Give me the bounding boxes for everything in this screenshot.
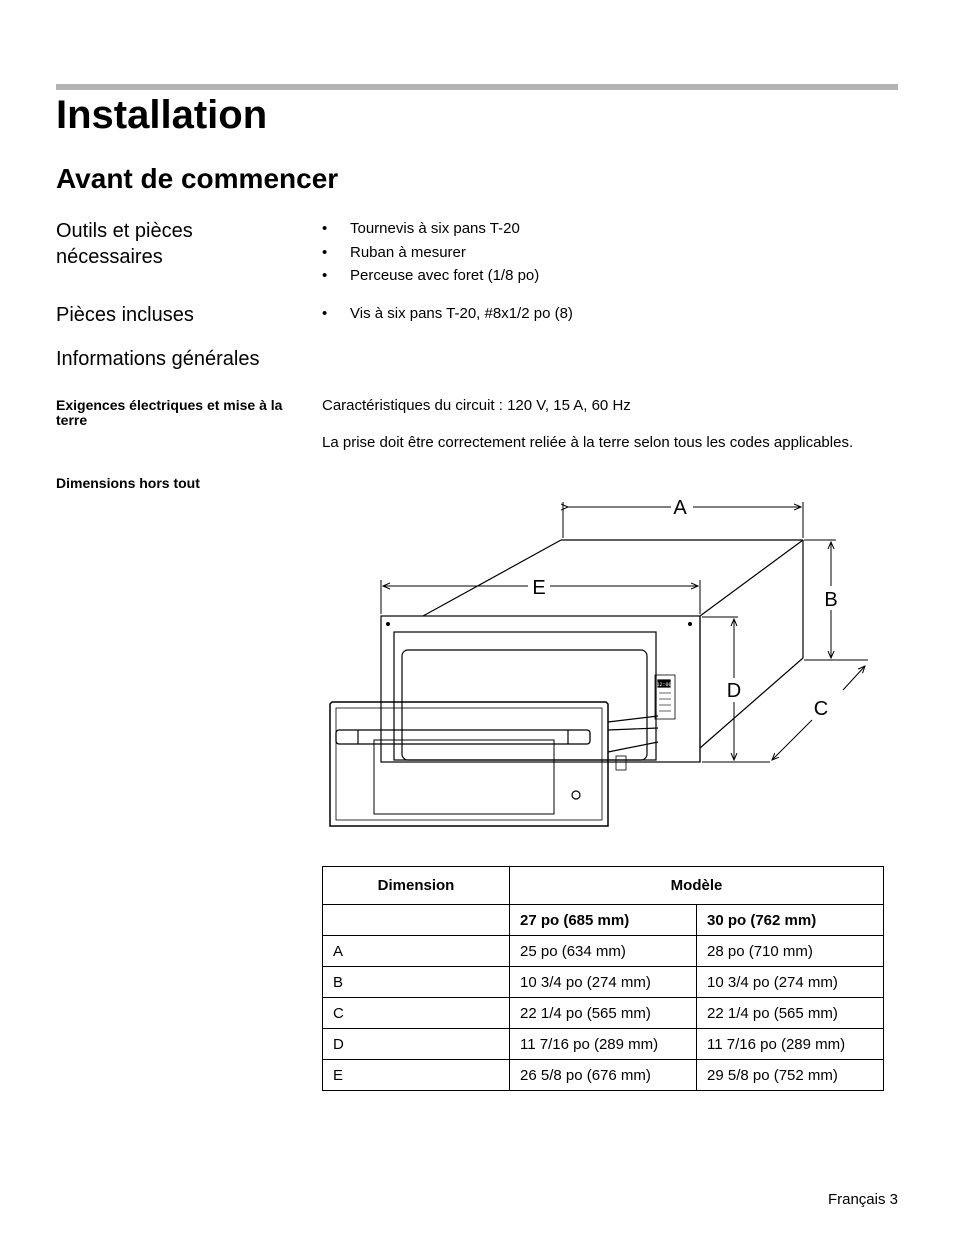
page-footer: Français 3 [827, 1191, 898, 1208]
list-item: • Tournevis à six pans T-20 [322, 217, 539, 241]
list-item: • Perceuse avec foret (1/8 po) [322, 264, 539, 288]
electrical-heading: Exigences électriques et mise à la terre [56, 397, 283, 428]
list-item: • Vis à six pans T-20, #8x1/2 po (8) [322, 302, 573, 326]
parts-heading: Pièces incluses [56, 304, 194, 326]
col-dimension-header: Dimension [323, 867, 510, 905]
title-rule [56, 84, 898, 90]
col-27-header: 27 po (685 mm) [510, 905, 697, 936]
label-e: E [532, 577, 546, 599]
table-row [323, 1060, 884, 1091]
cell-dim: A [323, 936, 510, 967]
dimensions-heading: Dimensions hors tout [56, 475, 200, 491]
col-30-header: 30 po (762 mm) [697, 905, 884, 936]
general-heading: Informations générales [56, 348, 260, 370]
tools-list [322, 217, 539, 288]
table-row [323, 967, 884, 998]
cell-30: 11 7/16 po (289 mm) [697, 1029, 884, 1060]
label-d: D [726, 680, 742, 702]
cell-dim: C [323, 998, 510, 1029]
list-item: • Ruban à mesurer [322, 241, 539, 265]
dimensions-table [322, 866, 884, 1091]
cell-27: 11 7/16 po (289 mm) [510, 1029, 697, 1060]
cell-dim: E [323, 1060, 510, 1091]
tools-heading: Outils et pièces nécessaires [56, 220, 193, 268]
cell-30: 10 3/4 po (274 mm) [697, 967, 884, 998]
cell-30: 28 po (710 mm) [697, 936, 884, 967]
label-b: B [824, 589, 838, 611]
section-title: Avant de commencer [56, 163, 339, 194]
circuit-spec: Caractéristiques du circuit : 120 V, 15 A, 60 Hz [322, 397, 631, 414]
table-row [323, 998, 884, 1029]
control-display: 12:00 [656, 682, 672, 688]
cell-27: 22 1/4 po (565 mm) [510, 998, 697, 1029]
table-row [323, 1029, 884, 1060]
dimension-diagram [318, 490, 878, 835]
cell-27: 25 po (634 mm) [510, 936, 697, 967]
cell-30: 29 5/8 po (752 mm) [697, 1060, 884, 1091]
cell-dim: D [323, 1029, 510, 1060]
col-model-header: Modèle [510, 867, 884, 905]
cell-27: 26 5/8 po (676 mm) [510, 1060, 697, 1091]
label-c: C [813, 698, 829, 720]
page-title: Installation [56, 93, 268, 137]
cell-30: 22 1/4 po (565 mm) [697, 998, 884, 1029]
empty-cell [323, 905, 510, 936]
label-a: A [673, 497, 687, 519]
cell-27: 10 3/4 po (274 mm) [510, 967, 697, 998]
cell-dim: B [323, 967, 510, 998]
grounding-note: La prise doit être correctement reliée à la terre selon tous les codes applicables. [322, 434, 854, 451]
table-row [323, 936, 884, 967]
parts-list [322, 302, 573, 326]
